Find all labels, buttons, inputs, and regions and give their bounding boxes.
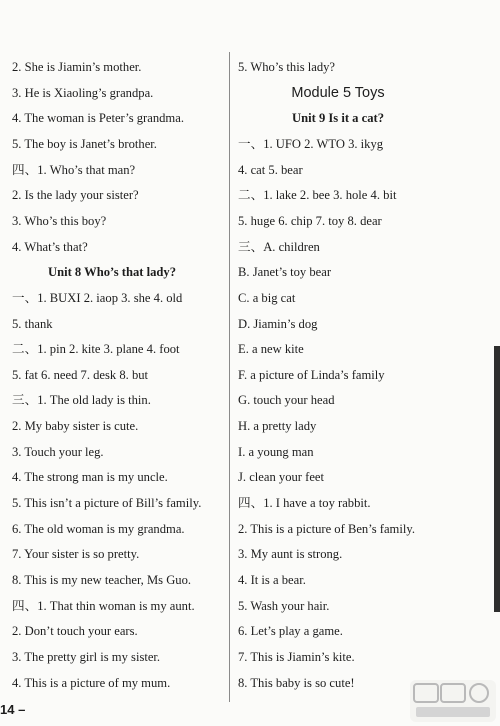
answer-line: B. Janet’s toy bear — [238, 265, 332, 279]
answer-line: 2. She is Jiamin’s mother. — [12, 60, 142, 74]
answer-line: 四、1. I have a toy rabbit. — [238, 496, 371, 510]
answer-line: J. clean your feet — [238, 470, 325, 484]
section-heading: Unit 9 Is it a cat? — [292, 111, 384, 125]
answer-line: 一、1. UFO 2. WTO 3. ikyg — [238, 137, 384, 151]
watermark-logo — [410, 680, 496, 722]
answer-line: 二、1. pin 2. kite 3. plane 4. foot — [12, 342, 180, 356]
answer-line: 5. The boy is Janet’s brother. — [12, 137, 157, 151]
answer-line: 4. It is a bear. — [238, 573, 306, 587]
page-number: 14 – — [0, 702, 26, 717]
section-heading: Module 5 Toys — [291, 85, 385, 101]
answer-line: 8. This baby is so cute! — [238, 676, 355, 690]
page-edge-tab — [494, 346, 500, 612]
answer-line: 7. Your sister is so pretty. — [12, 547, 140, 561]
answer-line: 6. The old woman is my grandma. — [12, 522, 185, 536]
answer-line: 3. Touch your leg. — [12, 445, 104, 459]
answer-line: 5. This isn’t a picture of Bill’s family. — [12, 496, 202, 510]
answer-line: 三、A. children — [238, 240, 320, 254]
answer-line: 4. cat 5. bear — [238, 163, 303, 177]
answer-line: H. a pretty lady — [238, 419, 317, 433]
answer-line: 四、1. That thin woman is my aunt. — [12, 599, 195, 613]
answer-line: 2. My baby sister is cute. — [12, 419, 139, 433]
answer-line: 3. My aunt is strong. — [238, 547, 343, 561]
answer-line: 二、1. lake 2. bee 3. hole 4. bit — [238, 188, 397, 202]
answer-line: F. a picture of Linda’s family — [238, 368, 385, 382]
answer-line: 3. He is Xiaoling’s grandpa. — [12, 86, 154, 100]
answer-line: 6. Let’s play a game. — [238, 624, 343, 638]
answer-line: 5. huge 6. chip 7. toy 8. dear — [238, 214, 382, 228]
answer-line: 7. This is Jiamin’s kite. — [238, 650, 355, 664]
answer-line: C. a big cat — [238, 291, 296, 305]
answer-line: 3. The pretty girl is my sister. — [12, 650, 161, 664]
answer-line: 5. thank — [12, 317, 53, 331]
answer-line: 2. This is a picture of Ben’s family. — [238, 522, 415, 536]
answer-line: 4. The strong man is my uncle. — [12, 470, 168, 484]
answer-line: 2. Is the lady your sister? — [12, 188, 139, 202]
answer-line: 5. fat 6. need 7. desk 8. but — [12, 368, 149, 382]
answer-line: 一、1. BUXI 2. iaop 3. she 4. old — [12, 291, 183, 305]
answer-line: 2. Don’t touch your ears. — [12, 624, 138, 638]
answer-line: E. a new kite — [238, 342, 304, 356]
answer-line: 4. This is a picture of my mum. — [12, 676, 171, 690]
answer-line: 4. The woman is Peter’s grandma. — [12, 111, 184, 125]
answer-line: 4. What’s that? — [12, 240, 88, 254]
answer-line: 3. Who’s this boy? — [12, 214, 107, 228]
answer-line: I. a young man — [238, 445, 314, 459]
answer-line: 三、1. The old lady is thin. — [12, 393, 151, 407]
answer-line: G. touch your head — [238, 393, 335, 407]
column-divider — [229, 52, 230, 702]
answer-line: 5. Who’s this lady? — [238, 60, 336, 74]
answer-line: 四、1. Who’s that man? — [12, 163, 136, 177]
answer-line: D. Jiamin’s dog — [238, 317, 318, 331]
answer-line: 8. This is my new teacher, Ms Guo. — [12, 573, 192, 587]
answer-line: 5. Wash your hair. — [238, 599, 330, 613]
section-heading: Unit 8 Who’s that lady? — [47, 265, 177, 279]
